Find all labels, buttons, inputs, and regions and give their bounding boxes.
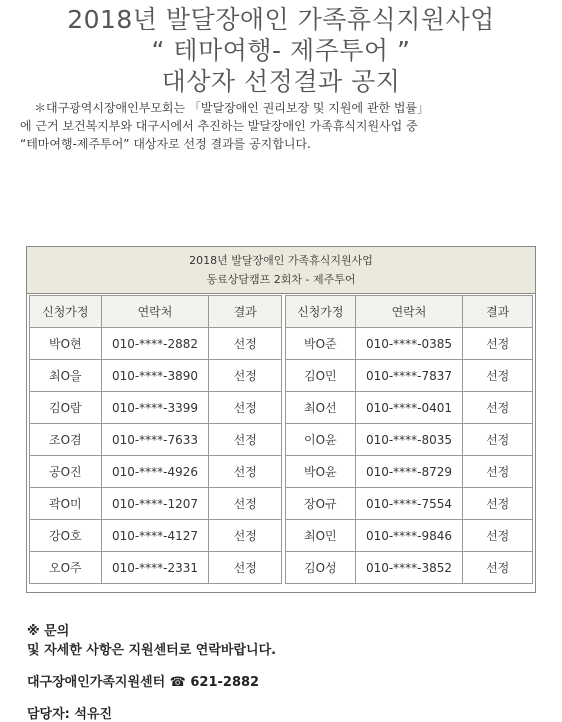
table-row bbox=[30, 488, 282, 520]
table-row bbox=[286, 552, 533, 584]
header-applicant: 신청가정 bbox=[286, 296, 356, 328]
intro-line-1: ＊대구광역시장애인부모회는 「발달장애인 권리보장 및 지원에 관한 법률」 bbox=[34, 101, 430, 115]
applicant-cell: 박O윤 bbox=[286, 456, 356, 488]
result-cell: 선정 bbox=[463, 488, 533, 520]
inquiry-detail: 및 자세한 사항은 지원센터로 연락바랍니다. bbox=[27, 643, 277, 658]
applicant-cell: 박O현 bbox=[30, 328, 102, 360]
table-caption bbox=[27, 247, 535, 294]
result-cell: 선정 bbox=[209, 520, 282, 552]
table-caption-line-1: 2018년 발달장애인 가족휴식지원사업 bbox=[189, 254, 373, 267]
result-cell: 선정 bbox=[463, 392, 533, 424]
table-row bbox=[286, 424, 533, 456]
result-cell: 선정 bbox=[463, 328, 533, 360]
table-row bbox=[286, 520, 533, 552]
result-cell: 선정 bbox=[209, 328, 282, 360]
intro-paragraph bbox=[20, 99, 552, 153]
contact-cell: 010-****-8035 bbox=[355, 424, 463, 456]
contact-cell: 010-****-2882 bbox=[101, 328, 209, 360]
result-cell: 선정 bbox=[209, 392, 282, 424]
contact-cell: 010-****-8729 bbox=[355, 456, 463, 488]
table-row bbox=[286, 392, 533, 424]
table-row bbox=[30, 456, 282, 488]
header-contact: 연락처 bbox=[101, 296, 209, 328]
applicant-cell: 강O호 bbox=[30, 520, 102, 552]
applicant-cell: 김O민 bbox=[286, 360, 356, 392]
applicant-cell: 박O준 bbox=[286, 328, 356, 360]
result-cell: 선정 bbox=[463, 424, 533, 456]
header-result: 결과 bbox=[463, 296, 533, 328]
center-phone: 대구장애인가족지원센터 ☎ 621-2882 bbox=[27, 675, 260, 690]
table-row bbox=[30, 520, 282, 552]
results-table-left bbox=[29, 295, 282, 584]
intro-line-3: “테마여행-제주투어” 대상자로 선정 결과를 공지합니다. bbox=[20, 137, 311, 151]
contact-cell: 010-****-4127 bbox=[101, 520, 209, 552]
header-applicant: 신청가정 bbox=[30, 296, 102, 328]
table-row bbox=[286, 456, 533, 488]
results-table-right bbox=[285, 295, 533, 584]
contact-cell: 010-****-7554 bbox=[355, 488, 463, 520]
applicant-cell: 조O겸 bbox=[30, 424, 102, 456]
result-cell: 선정 bbox=[463, 520, 533, 552]
contact-cell: 010-****-1207 bbox=[101, 488, 209, 520]
applicant-cell: 곽O미 bbox=[30, 488, 102, 520]
table-row bbox=[286, 360, 533, 392]
contact-cell: 010-****-7837 bbox=[355, 360, 463, 392]
contact-cell: 010-****-9846 bbox=[355, 520, 463, 552]
contact-cell: 010-****-4926 bbox=[101, 456, 209, 488]
result-cell: 선정 bbox=[209, 488, 282, 520]
result-cell: 선정 bbox=[209, 456, 282, 488]
table-row bbox=[30, 392, 282, 424]
contact-cell: 010-****-0385 bbox=[355, 328, 463, 360]
applicant-cell: 최O을 bbox=[30, 360, 102, 392]
contact-cell: 010-****-0401 bbox=[355, 392, 463, 424]
intro-line-2: 에 근거 보건복지부와 대구시에서 추진하는 발달장애인 가족휴식지원사업 중 bbox=[20, 119, 418, 133]
contact-cell: 010-****-3399 bbox=[101, 392, 209, 424]
header-result: 결과 bbox=[209, 296, 282, 328]
table-row bbox=[30, 328, 282, 360]
applicant-cell: 김O람 bbox=[30, 392, 102, 424]
manager-name: 담당자: 석유진 bbox=[27, 707, 113, 722]
table-row bbox=[30, 552, 282, 584]
result-cell: 선정 bbox=[463, 552, 533, 584]
title-line-1: 2018년 발달장애인 가족휴식지원사업 bbox=[67, 5, 495, 34]
inquiry-label: ※ 문의 bbox=[27, 624, 70, 639]
applicant-cell: 이O윤 bbox=[286, 424, 356, 456]
title-line-3: 대상자 선정결과 공지 bbox=[161, 67, 401, 96]
table-caption-line-2: 동료상담캠프 2회차 - 제주투어 bbox=[206, 273, 356, 286]
table-row bbox=[286, 488, 533, 520]
title-line-2: “ 테마여행- 제주투어 ” bbox=[151, 36, 411, 65]
result-cell: 선정 bbox=[463, 360, 533, 392]
contact-cell: 010-****-3852 bbox=[355, 552, 463, 584]
notice-title bbox=[0, 4, 562, 97]
table-row bbox=[30, 424, 282, 456]
applicant-cell: 김O성 bbox=[286, 552, 356, 584]
applicant-cell: 최O선 bbox=[286, 392, 356, 424]
applicant-cell: 오O주 bbox=[30, 552, 102, 584]
result-cell: 선정 bbox=[209, 360, 282, 392]
applicant-cell: 공O진 bbox=[30, 456, 102, 488]
applicant-cell: 최O민 bbox=[286, 520, 356, 552]
header-contact: 연락처 bbox=[355, 296, 463, 328]
result-cell: 선정 bbox=[209, 424, 282, 456]
contact-cell: 010-****-7633 bbox=[101, 424, 209, 456]
contact-cell: 010-****-2331 bbox=[101, 552, 209, 584]
contact-cell: 010-****-3890 bbox=[101, 360, 209, 392]
applicant-cell: 장O규 bbox=[286, 488, 356, 520]
results-table bbox=[26, 246, 536, 593]
result-cell: 선정 bbox=[463, 456, 533, 488]
result-cell: 선정 bbox=[209, 552, 282, 584]
table-row bbox=[286, 328, 533, 360]
table-row bbox=[30, 360, 282, 392]
